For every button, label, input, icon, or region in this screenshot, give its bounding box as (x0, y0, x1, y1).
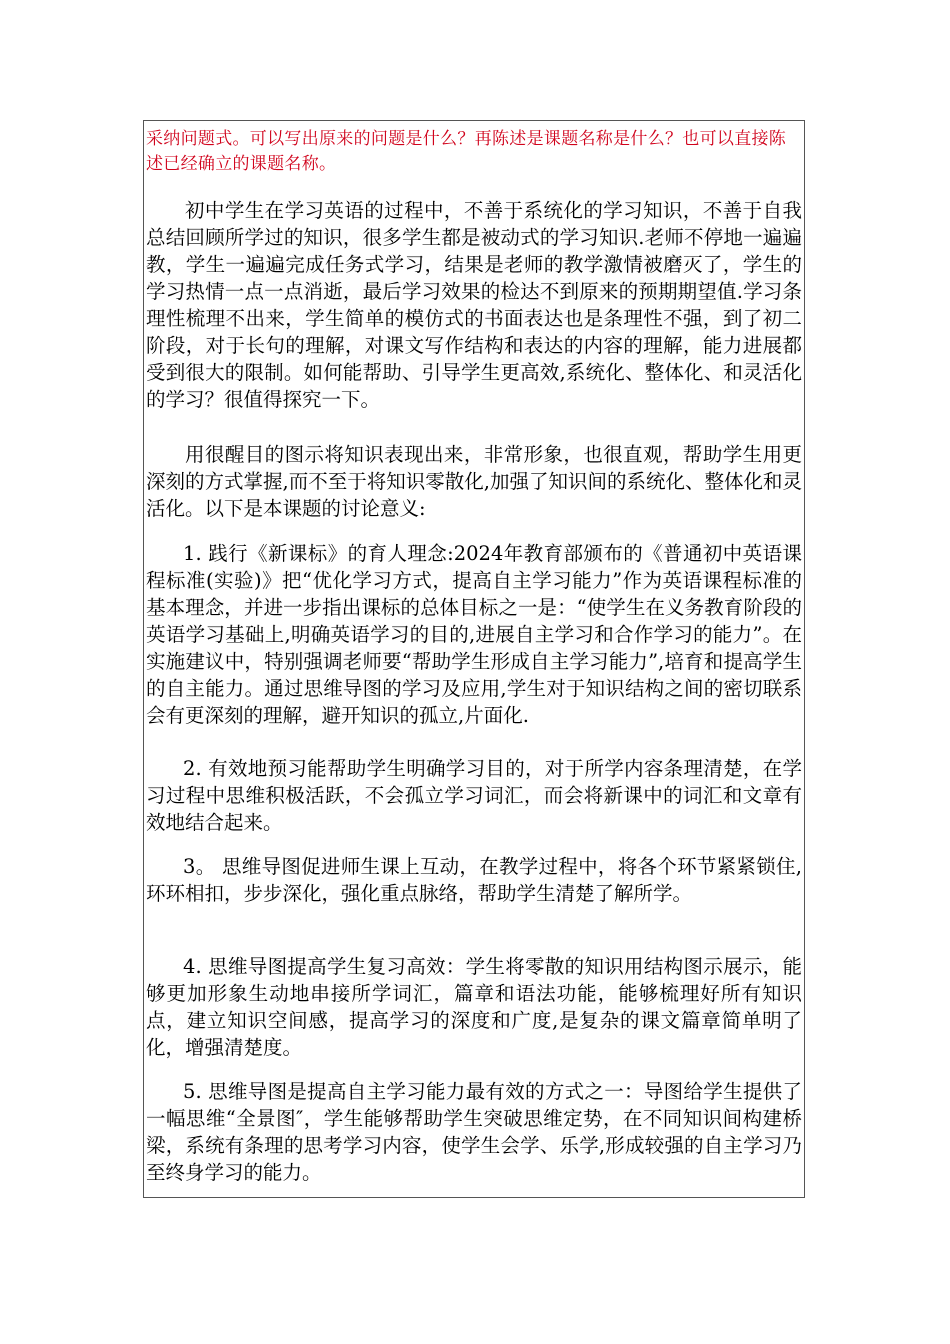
document-table-cell (143, 120, 805, 1198)
paragraph-point-2: 2. 有效地预习能帮助学生明确学习目的，对于所学内容条理清楚，在学习过程中思维积极活跃，不会孤立学习词汇，而会将新课中的词汇和文章有效地结合起来。 (146, 757, 802, 834)
paragraph-intro-significance: 用很醒目的图示将知识表现出来，非常形象，也很直观，帮助学生用更深刻的方式掌握,而不至于将知识零散化,加强了知识间的系统化、整体化和灵活化。以下是本课题的讨论意义: (146, 443, 802, 520)
paragraph-point-4: 4. 思维导图提高学生复习高效：学生将零散的知识用结构图示展示，能够更加形象生动地串接所学词汇，篇章和语法功能，能够梳理好所有知识点，建立知识空间感，提高学习的深度和广度,是复杂的课文篇章简单明了化，增强清楚度。 (146, 955, 802, 1059)
paragraph-point-3: 3。 思维导图促进师生课上互动，在教学过程中，将各个环节紧紧锁住,环环相扣，步步深化，强化重点脉络，帮助学生清楚了解所学。 (146, 855, 802, 905)
instruction-note: 采纳问题式。可以写出原来的问题是什么？再陈述是课题名称是什么？也可以直接陈述已经确立的课题名称。 (146, 129, 787, 174)
paragraph-point-5: 5. 思维导图是提高自主学习能力最有效的方式之一：导图给学生提供了一幅思维“全景图″，学生能够帮助学生突破思维定势，在不同知识间构建桥梁，系统有条理的思考学习内容，使学生会学、乐学,形成较强的自主学习乃至终身学习的能力。 (146, 1080, 802, 1184)
paragraph-background: 初中学生在学习英语的过程中，不善于系统化的学习知识，不善于自我总结回顾所学过的知识，很多学生都是被动式的学习知识.老师不停地一遍遍教，学生一遍遍完成任务式学习，结果是老师的教学激情被磨灭了，学生的学习热情一点一点消逝，最后学习效果的检达不到原来的预期期望值.学习条理性梳理不出来，学生简单的模仿式的书面表达也是条理性不强，到了初二阶段，对于长句的理解，对课文写作结构和表达的内容的理解，能力进展都受到很大的限制。如何能帮助、引导学生更高效,系统化、整体化、和灵活化的学习？很值得探究一下。 (146, 199, 802, 411)
paragraph-point-1: 1. 践行《新课标》的育人理念:2024年教育部颁布的《普通初中英语课程标准(实验)》把“优化学习方式，提高自主学习能力”作为英语课程标准的基本理念，并进一步指出课标的总体目标之一是：“使学生在义务教育阶段的英语学习基础上,明确英语学习的目的,进展自主学习和合作学习的能力”。在实施建议中，特别强调老师要“帮助学生形成自主学习能力”,培育和提高学生的自主能力。通过思维导图的学习及应用,学生对于知识结构之间的密切联系会有更深刻的理解，避开知识的孤立,片面化. (146, 542, 802, 727)
